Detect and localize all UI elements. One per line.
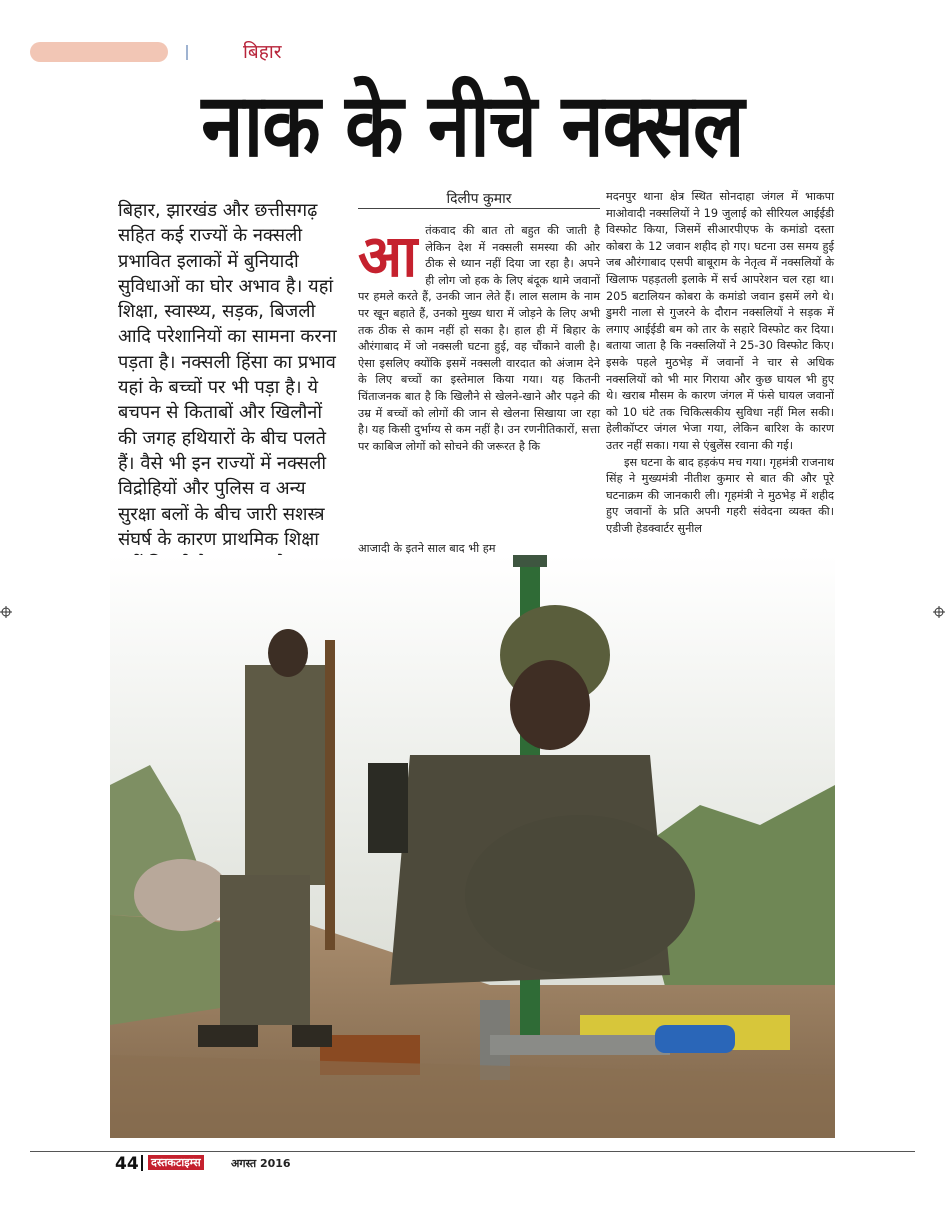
- article-paragraph-1: मदनपुर थाना क्षेत्र स्थित सोनदाहा जंगल में भाकपा माओवादी नक्सलियों ने 19 जुलाई को सीरियल आईईडी विस्फोट किया, जिसमें सीआरपीएफ के कमांडो दस्ता कोबरा के 12 जवान शहीद हो गए। घटना उस समय हुई जब औरंगाबाद एसपी बाबूराम के नेतृत्व में नक्सलियों के खिलाफ पहड़तली इलाके में सर्च आपरेशन चल रहा था। 205 बटालियन कोबरा के कमांडो जवान इसमें लगे थे। डुमरी नाला से गुजरने के दौरान नक्सलियों ने सड़क में लगाए आईईडी बम को तार के सहारे विस्फोट कर दिया। बताया जाता है कि नक्सलियों ने 25-30 विस्फोट किए। इसके पहले मुठभेड़ में जवानों ने चार से अधिक नक्सलियों को भी मार गिराया और कुछ घायल भी हुए थे। खराब मौसम के कारण जंगल में फंसे घायल जवानों को 10 घंटे तक चिकित्सकीय सुविधा नहीं मिल सकी। हेलीकॉप्टर जंगल भेजा गया, लेकिन बारिश के कारण उतर नहीं सका। गया से एंबुलेंस रवाना की गई।: [606, 190, 834, 452]
- article-text-middle: तंकवाद की बात तो बहुत की जाती है लेकिन देश में नक्सली समस्या की ओर ठीक से ध्यान नहीं दिया जा रहा है। अपने ही लोग जो हक के लिए बंदूक थामे जवानों पर हमले करते हैं, उनकी जान लेते हैं। लाल सलाम के नाम पर खून बहाते हैं, उनको मुख्य धारा में जोड़ने के लिए अभी तक ठीक से काम नहीं हो सका है। हाल ही में बिहार के औरंगाबाद में जो नक्सली घटना हुई, वह चौंकाने वाली है। ऐसा इसलिए क्योंकि इसमें नक्सली वारदात को अंजाम देने के लिए बच्चों का इस्तेमाल किया गया। यह कितनी चिंताजनक बात है कि खिलौने से खेलने-खाने और पढ़ने की उम्र में बच्चों को लोगों की जान से खेलना सिखाया जा रहा है। यह किसी दुर्भाग्य से कम नहीं है। उन रणनीतिकारों, सत्ता पर काबिज लोगों को सोचने की जरूरत है कि: [358, 224, 600, 453]
- byline: दिलीप कुमार: [446, 191, 512, 207]
- headline: नाक के नीचे नक्सल: [201, 73, 744, 177]
- footer-divider: [141, 1155, 143, 1171]
- header-divider: [186, 45, 188, 60]
- registration-mark-left-icon: [0, 606, 12, 618]
- article-column-right: [606, 189, 834, 537]
- article-paragraph-2: इस घटना के बाद हड़कंप मच गया। गृहमंत्री राजनाथ सिंह ने मुख्यमंत्री नीतीश कुमार से बात की और पूरे घटनाक्रम की जानकारी ली। गृहमंत्री ने मुठभेड़ में शहीद हुए जवानों के प्रति अपनी गहरी संवेदना व्यक्त की। एडीजी हेडक्वार्टर सुनील: [606, 455, 834, 535]
- intro-text: बिहार, झारखंड और छत्तीसगढ़ सहित कई राज्यों के नक्सली प्रभावित इलाकों में बुनियादी सुविधाओं का घोर अभाव है। यहां शिक्षा, स्वास्थ्य, सड़क, बिजली आदि परेशानियों का सामना करना पड़ता है। नक्सली हिंसा का प्रभाव यहां के बच्चों पर भी पड़ा है। ये बचपन से किताबों और खिलौनों की जगह हथियारों के बीच पलते हैं। वैसे भी इन राज्यों में नक्सली विद्रोहियों और पुलिस व अन्य सुरक्षा बलों के बीच जारी सशस्त्र संघर्ष के कारण प्राथमिक शिक्षा: [118, 200, 337, 550]
- header-decor-pill: [30, 42, 168, 62]
- drop-cap: आ: [358, 222, 418, 290]
- article-column-middle: [358, 223, 600, 455]
- section-label[interactable]: बिहार: [243, 41, 282, 63]
- magazine-logo: दस्तकटाइम्स: [148, 1155, 204, 1170]
- article-text-middle-tail: आजादी के इतने साल बाद भी हम: [358, 542, 496, 555]
- footer-rule: [30, 1151, 915, 1152]
- article-photo: [110, 555, 835, 1138]
- byline-rule: [358, 208, 600, 209]
- issue-date: अगस्त 2016: [231, 1157, 291, 1170]
- registration-mark-right-icon: [933, 606, 945, 618]
- page-number: 44: [115, 1154, 139, 1174]
